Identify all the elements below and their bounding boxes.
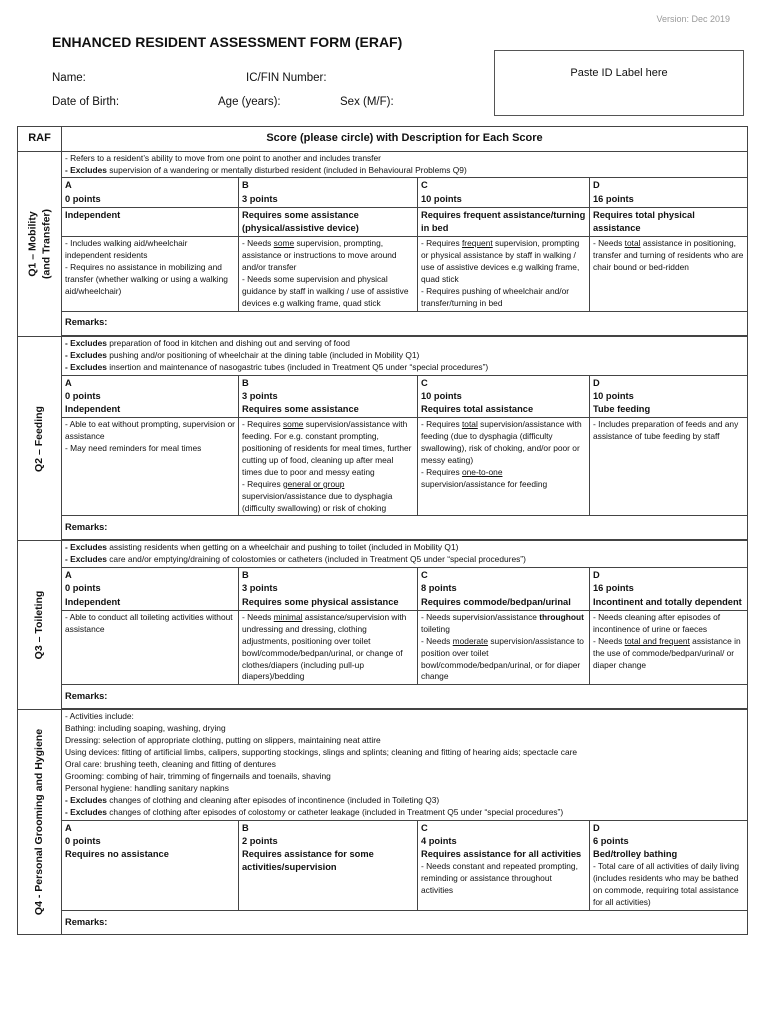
q2-intro-line: - Excludes pushing and/or positioning of wheelchair at the dining table (included in Mobility Q1) bbox=[65, 349, 420, 360]
form-title: ENHANCED RESIDENT ASSESSMENT FORM (ERAF) bbox=[52, 34, 403, 50]
q3-remarks[interactable]: Remarks: bbox=[62, 685, 748, 709]
dob-field-label[interactable]: Date of Birth: bbox=[52, 96, 120, 108]
q1-level-b[interactable]: B 3 points bbox=[239, 178, 418, 207]
raf-header: RAF bbox=[18, 127, 62, 152]
q1-desc-d: Requires total physical assistance bbox=[590, 207, 748, 236]
q1-intro-line: - Refers to a resident’s ability to move from one point to another and includes transfer bbox=[65, 152, 381, 163]
q1-detail-d: - Needs total assistance in positioning, transfer and turning of residents who are chair bound or bed-ridden bbox=[590, 237, 748, 312]
q4-intro-line: Grooming: combing of hair, trimming of fingernails and toenails, shaving bbox=[65, 770, 331, 781]
q2-intro-line: - Excludes insertion and maintenance of nasogastric tubes (included in Treatment Q5 under “special procedures”) bbox=[65, 361, 489, 372]
q2-detail-a: - Able to eat without prompting, supervision or assistance - May need reminders for meal times bbox=[62, 418, 239, 516]
name-field-label[interactable]: Name: bbox=[52, 72, 86, 84]
age-field-label[interactable]: Age (years): bbox=[218, 96, 281, 108]
q1-detail-b: - Needs some supervision, prompting, assistance or instructions to move around and/or transfer - Needs some supervision and physical guidance by staff in walking / use of assistive devices e.g walking frame, quad stick bbox=[239, 237, 418, 312]
q3-level-d[interactable]: D 16 points Incontinent and totally dependent bbox=[590, 568, 748, 611]
table-header-row bbox=[18, 127, 748, 152]
q2-level-a[interactable]: A 0 points Independent bbox=[62, 375, 239, 418]
q3-level-b[interactable]: B 3 points Requires some physical assistance bbox=[239, 568, 418, 611]
q4-intro-line: Dressing: selection of appropriate clothing, putting on slippers, maintaining neat attire bbox=[65, 735, 381, 746]
q4-label: Q4 - Personal Grooming and Hygiene bbox=[32, 729, 45, 916]
q2-detail-c: - Requires total supervision/assistance with feeding (due to dysphagia (difficulty swallowing), risk of choking, and/or poor or messy eating) - Requires one-to-one supervision/assistance for feeding bbox=[418, 418, 590, 516]
q1-detail-c: - Requires frequent supervision, prompting or physical assistance by staff in walking / use of assistive devices e.g walking frame, quad stick - Requires pushing of wheelchair and/or transfer/turning in bed bbox=[418, 237, 590, 312]
q2-level-c[interactable]: C 10 points Requires total assistance bbox=[418, 375, 590, 418]
id-label-box bbox=[494, 50, 744, 116]
q1-label: Q1 – Mobility (and Transfer) bbox=[25, 208, 52, 279]
q2-intro bbox=[62, 336, 748, 375]
q4-intro-line: - Activities include: bbox=[65, 711, 134, 722]
q2-label: Q2 – Feeding bbox=[32, 405, 45, 472]
q2-level-d[interactable]: D 10 points Tube feeding bbox=[590, 375, 748, 418]
q3-detail-a: - Able to conduct all toileting activities without assistance bbox=[62, 610, 239, 685]
q1-intro bbox=[62, 151, 748, 178]
q3-level-a[interactable]: A 0 points Independent bbox=[62, 568, 239, 611]
q4-intro-line: Personal hygiene: handling sanitary napkins bbox=[65, 782, 229, 793]
q3-label-cell bbox=[18, 541, 62, 710]
q4-detail-d: - Total care of all activities of daily living (includes residents who may be bathed on commode, requiring total assistance for all activities) bbox=[593, 861, 740, 907]
q1-level-d[interactable]: D 16 points bbox=[590, 178, 748, 207]
q2-intro-line: - Excludes preparation of food in kitchen and dishing out and serving of food bbox=[65, 337, 350, 348]
q4-intro-line: - Excludes changes of clothing and cleaning after episodes of incontinence (included in Toileting Q3) bbox=[65, 794, 440, 805]
q1-intro-line: - Excludes supervision of a wandering or mentally disturbed resident (included in Behavioural Problems Q9) bbox=[65, 164, 467, 175]
q3-detail-c: - Needs supervision/assistance throughout toileting - Needs moderate supervision/assistance to position over toilet bowl/commode/bedpan/urinal, or for diaper change bbox=[418, 610, 590, 685]
score-header: Score (please circle) with Description for Each Score bbox=[62, 127, 748, 152]
q2-detail-b: - Requires some supervision/assistance with feeding. For e.g. constant prompting, positioning of residents for meal times, further cutting up of food, cleaning up after meal times due to poor and messy eating - Requires general or group supervision/assistance due to dysphagia (difficulty swallowing) or risk of choking bbox=[239, 418, 418, 516]
q4-label-cell bbox=[18, 710, 62, 935]
q2-detail-d: - Includes preparation of feeds and any assistance of tube feeding by staff bbox=[590, 418, 748, 516]
raf-table bbox=[17, 126, 748, 935]
q1-level-a[interactable]: A 0 points bbox=[62, 178, 239, 207]
q4-level-c[interactable]: C 4 points Requires assistance for all activities - Needs constant and repeated prompting, reminding or assistance throughout activities bbox=[418, 820, 590, 910]
q4-intro-line: Using devices: fitting of artificial limbs, calipers, supporting stockings, slings and splints; cleaning and fitting of hearing aids; spectacle care bbox=[65, 747, 578, 758]
q1-label-cell bbox=[18, 151, 62, 336]
q4-intro-line: Oral care: brushing teeth, cleaning and fitting of dentures bbox=[65, 759, 276, 770]
q1-desc-b: Requires some assistance (physical/assistive device) bbox=[239, 207, 418, 236]
q4-level-b[interactable]: B 2 points Requires assistance for some activities/supervision bbox=[239, 820, 418, 910]
q1-level-c[interactable]: C 10 points bbox=[418, 178, 590, 207]
version-label: Version: Dec 2019 bbox=[656, 14, 730, 24]
q3-intro-line: - Excludes care and/or emptying/draining of colostomies or catheters (included in Treatment Q5 under “special procedures”) bbox=[65, 554, 526, 565]
q3-intro-line: - Excludes assisting residents when getting on a wheelchair and pushing to toilet (included in Mobility Q1) bbox=[65, 542, 459, 553]
q4-intro-line: - Excludes changes of clothing after episodes of colostomy or catheter leakage (included in Treatment Q5 under “special procedures”) bbox=[65, 806, 564, 817]
q3-detail-d: - Needs cleaning after episodes of incontinence of urine or faeces - Needs total and frequent assistance in the use of commode/bedpan/urinal/ or diaper change bbox=[590, 610, 748, 685]
q1-remarks[interactable]: Remarks: bbox=[62, 311, 748, 335]
id-label-text: Paste ID Label here bbox=[570, 67, 668, 79]
q4-intro-line: Bathing: including soaping, washing, drying bbox=[65, 723, 226, 734]
q2-label-cell bbox=[18, 336, 62, 541]
q4-level-d[interactable]: D 6 points Bed/trolley bathing - Total care of all activities of daily living (includes residents who may be bathed on commode, requiring total assistance for all activities) bbox=[590, 820, 748, 910]
q3-level-c[interactable]: C 8 points Requires commode/bedpan/urinal bbox=[418, 568, 590, 611]
q4-level-a[interactable]: A 0 points Requires no assistance bbox=[62, 820, 239, 910]
q4-intro bbox=[62, 710, 748, 820]
q4-remarks[interactable]: Remarks: bbox=[62, 910, 748, 934]
q1-desc-a: Independent bbox=[62, 207, 239, 236]
q3-intro bbox=[62, 541, 748, 568]
ic-fin-field-label[interactable]: IC/FIN Number: bbox=[246, 72, 327, 84]
q4-detail-c: - Needs constant and repeated prompting, reminding or assistance throughout activities bbox=[421, 861, 578, 896]
q3-detail-b: - Needs minimal assistance/supervision with undressing and dressing, clothing adjustments, positioning over toilet bowl/commode/bedpan/urinal, or change of clothes/diapers (including pull-up diapers)/bedding bbox=[239, 610, 418, 685]
q3-label: Q3 – Toileting bbox=[32, 591, 45, 660]
q1-detail-a: - Includes walking aid/wheelchair independent residents - Requires no assistance in mobilizing and transfer (whether walking or using a walking aid/wheelchair) bbox=[62, 237, 239, 312]
q1-desc-c: Requires frequent assistance/turning in bed bbox=[418, 207, 590, 236]
q2-level-b[interactable]: B 3 points Requires some assistance bbox=[239, 375, 418, 418]
q2-remarks[interactable]: Remarks: bbox=[62, 516, 748, 540]
sex-field-label[interactable]: Sex (M/F): bbox=[340, 96, 394, 108]
